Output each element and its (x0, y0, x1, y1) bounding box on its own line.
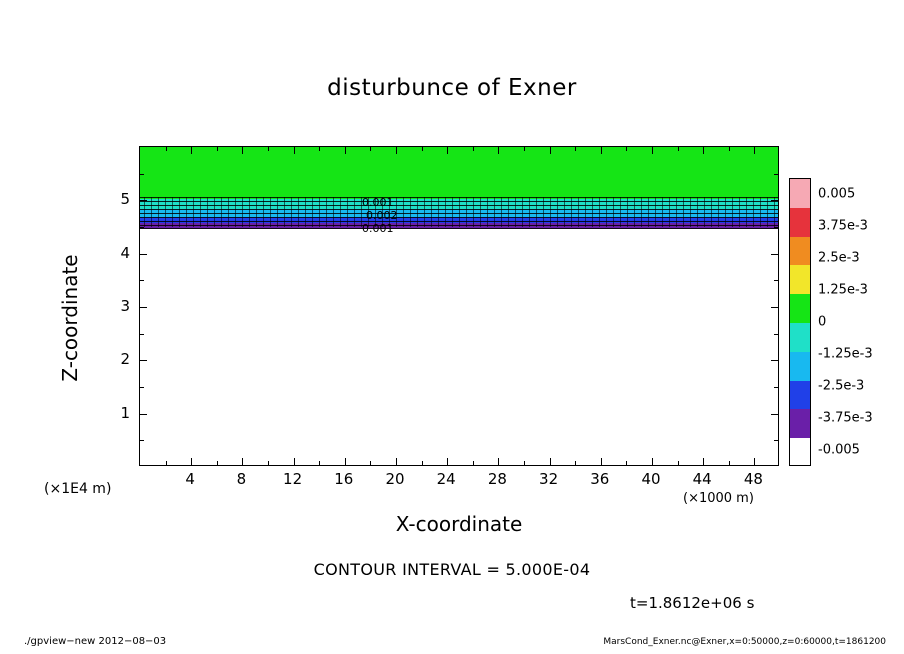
colorbar-tick-label: 0.005 (818, 186, 856, 202)
axis-tick (140, 254, 147, 255)
contour-striation (564, 197, 565, 227)
contour-striation (683, 197, 684, 227)
colorbar-tick-label: -1.25e-3 (818, 346, 873, 362)
axis-tick (396, 147, 397, 154)
contour-striation (284, 197, 285, 227)
axis-tick (774, 440, 778, 441)
axis-tick (774, 174, 778, 175)
contour-striation (158, 197, 159, 227)
contour-striations (140, 147, 778, 465)
contour-striation (333, 197, 334, 227)
contour-striation (326, 197, 327, 227)
y-tick-label: 3 (120, 297, 130, 315)
x-tick-label: 36 (590, 470, 610, 488)
contour-striation (578, 197, 579, 227)
contour-striation (249, 197, 250, 227)
axis-tick (217, 461, 218, 465)
axis-tick (447, 147, 448, 154)
contour-striation (718, 197, 719, 227)
colorbar-tick-label: 0 (818, 314, 827, 330)
axis-tick (524, 461, 525, 465)
x-tick-label: 28 (487, 470, 507, 488)
contour-striation (690, 197, 691, 227)
axis-tick (524, 147, 525, 151)
contour-striation (676, 197, 677, 227)
contour-striation (606, 197, 607, 227)
colorbar (789, 178, 811, 466)
contour-striation (298, 197, 299, 227)
x-tick-label: 44 (692, 470, 712, 488)
contour-striation (669, 197, 670, 227)
contour-striation (648, 197, 649, 227)
contour-striation (739, 197, 740, 227)
contour-striation (431, 197, 432, 227)
y-tick-label: 2 (120, 350, 130, 369)
contour-striation (354, 197, 355, 227)
axis-tick (652, 147, 653, 154)
colorbar-tick-label: -2.5e-3 (818, 378, 865, 394)
axis-tick (140, 307, 147, 308)
axis-tick (140, 414, 147, 415)
contour-striation (760, 197, 761, 227)
contour-striation (256, 197, 257, 227)
contour-striation (207, 197, 208, 227)
contour-striation (228, 197, 229, 227)
contour-striation (732, 197, 733, 227)
axis-tick (422, 461, 423, 465)
plot-area (139, 146, 779, 466)
colorbar-tick-label: -3.75e-3 (818, 410, 873, 426)
axis-tick (771, 414, 778, 415)
contour-striation (480, 197, 481, 227)
contour-striation (410, 197, 411, 227)
contour-striation (725, 197, 726, 227)
contour-striation (599, 197, 600, 227)
x-tick-label: 12 (283, 470, 303, 488)
axis-tick (370, 461, 371, 465)
contour-striation (522, 197, 523, 227)
contour-striation (494, 197, 495, 227)
colorbar-cell (790, 179, 810, 208)
contour-striation (641, 197, 642, 227)
axis-tick (166, 461, 167, 465)
contour-striation (613, 197, 614, 227)
contour-striation (221, 197, 222, 227)
contour-striation (459, 197, 460, 227)
axis-tick (774, 227, 778, 228)
axis-tick (754, 458, 755, 465)
contour-striation (634, 197, 635, 227)
axis-tick (473, 461, 474, 465)
axis-tick (319, 461, 320, 465)
colorbar-cell (790, 237, 810, 266)
contour-striation (550, 197, 551, 227)
contour-interval-label: CONTOUR INTERVAL = 5.000E-04 (313, 560, 591, 579)
axis-tick (678, 461, 679, 465)
axis-tick (771, 307, 778, 308)
axis-tick (268, 461, 269, 465)
axis-tick (771, 360, 778, 361)
time-label: t=1.8612e+06 s (630, 594, 755, 612)
contour-striation (179, 197, 180, 227)
colorbar-cell (790, 323, 810, 352)
axis-tick (345, 458, 346, 465)
x-tick-label: 32 (539, 470, 559, 488)
axis-tick (473, 147, 474, 151)
y-tick-label: 5 (120, 190, 130, 209)
chart-title: disturbunce of Exner (327, 75, 577, 101)
contour-striation (620, 197, 621, 227)
axis-tick (729, 147, 730, 151)
axis-tick (447, 458, 448, 465)
contour-striation (711, 197, 712, 227)
axis-tick (626, 461, 627, 465)
y-axis-title: Z-coordinate (58, 254, 82, 382)
contour-striation (200, 197, 201, 227)
axis-tick (729, 461, 730, 465)
contour-striation (536, 197, 537, 227)
axis-tick (754, 147, 755, 154)
axis-tick (550, 147, 551, 154)
colorbar-tick-label: 2.5e-3 (818, 250, 860, 266)
axis-tick (294, 458, 295, 465)
x-tick-label: 24 (436, 470, 456, 488)
colorbar-cell (790, 208, 810, 237)
axis-tick (422, 147, 423, 151)
y-tick-label: 1 (120, 403, 130, 422)
axis-tick (575, 461, 576, 465)
axis-tick (652, 458, 653, 465)
axis-tick (166, 147, 167, 151)
contour-striation (487, 197, 488, 227)
axis-tick (345, 147, 346, 154)
contour-inline-label: 0.002 (366, 209, 398, 222)
contour-striation (235, 197, 236, 227)
contour-striation (347, 197, 348, 227)
contour-striation (186, 197, 187, 227)
axis-tick (294, 147, 295, 154)
contour-striation (473, 197, 474, 227)
axis-tick (370, 147, 371, 151)
axis-tick (319, 147, 320, 151)
contour-striation (312, 197, 313, 227)
contour-striation (753, 197, 754, 227)
axis-tick (771, 254, 778, 255)
contour-striation (571, 197, 572, 227)
x-tick-label: 4 (185, 470, 195, 488)
contour-striation (340, 197, 341, 227)
colorbar-tick-label: 3.75e-3 (818, 218, 868, 234)
contour-striation (466, 197, 467, 227)
contour-striation (291, 197, 292, 227)
x-tick-label: 48 (743, 470, 763, 488)
axis-tick (703, 458, 704, 465)
contour-striation (655, 197, 656, 227)
axis-tick (191, 147, 192, 154)
contour-striation (151, 197, 152, 227)
contour-striation (704, 197, 705, 227)
contour-striation (746, 197, 747, 227)
x-tick-label: 8 (236, 470, 247, 488)
footer-right-text: MarsCond_Exner.nc@Exner,x=0:50000,z=0:60000,t=1861200 (603, 637, 886, 647)
contour-striation (543, 197, 544, 227)
contour-striation (193, 197, 194, 227)
axis-tick (550, 458, 551, 465)
axis-tick (268, 147, 269, 151)
axis-tick (140, 334, 144, 335)
contour-striation (277, 197, 278, 227)
contour-striation (319, 197, 320, 227)
colorbar-cell (790, 352, 810, 381)
contour-striation (165, 197, 166, 227)
footer-left-text: ./gpview−new 2012−08−03 (24, 636, 167, 647)
contour-striation (270, 197, 271, 227)
contour-striation (438, 197, 439, 227)
axis-tick (140, 174, 144, 175)
contour-striation (767, 197, 768, 227)
contour-inline-label: 0.001 (362, 196, 394, 209)
axis-tick (140, 280, 144, 281)
x-tick-label: 20 (385, 470, 405, 488)
contour-striation (144, 197, 145, 227)
contour-inline-label: 0.001 (362, 222, 394, 235)
contour-striation (445, 197, 446, 227)
x-axis-title: X-coordinate (395, 512, 523, 536)
colorbar-cell (790, 409, 810, 438)
x-tick-label: 40 (641, 470, 661, 488)
axis-tick (703, 147, 704, 154)
contour-striation (515, 197, 516, 227)
contour-striation (501, 197, 502, 227)
contour-striation (424, 197, 425, 227)
contour-striation (557, 197, 558, 227)
axis-tick (217, 147, 218, 151)
colorbar-tick-label: 1.25e-3 (818, 282, 868, 298)
colorbar-cell (790, 265, 810, 294)
x-tick-label: 16 (334, 470, 354, 488)
contour-striation (172, 197, 173, 227)
x-axis-unit: (×1000 m) (683, 491, 754, 506)
axis-tick (774, 280, 778, 281)
axis-tick (498, 458, 499, 465)
contour-striation (305, 197, 306, 227)
contour-striation (592, 197, 593, 227)
axis-tick (575, 147, 576, 151)
contour-striation (697, 197, 698, 227)
axis-tick (774, 387, 778, 388)
contour-striation (662, 197, 663, 227)
contour-striation (263, 197, 264, 227)
contour-striation (508, 197, 509, 227)
axis-tick (242, 147, 243, 154)
axis-tick (601, 147, 602, 154)
contour-striation (242, 197, 243, 227)
axis-tick (771, 200, 778, 201)
contour-striation (585, 197, 586, 227)
colorbar-cell (790, 294, 810, 323)
axis-tick (601, 458, 602, 465)
axis-tick (498, 147, 499, 154)
axis-tick (396, 458, 397, 465)
colorbar-cell (790, 381, 810, 410)
y-tick-label: 4 (120, 243, 130, 262)
colorbar-tick-label: -0.005 (818, 442, 860, 458)
axis-tick (191, 458, 192, 465)
contour-striation (417, 197, 418, 227)
axis-tick (140, 387, 144, 388)
axis-tick (678, 147, 679, 151)
axis-tick (140, 440, 144, 441)
contour-striation (529, 197, 530, 227)
axis-tick (242, 458, 243, 465)
y-axis-unit: (×1E4 m) (44, 481, 112, 497)
axis-tick (626, 147, 627, 151)
contour-striation (403, 197, 404, 227)
contour-striation (214, 197, 215, 227)
contour-striation (774, 197, 775, 227)
axis-tick (140, 227, 144, 228)
axis-tick (140, 360, 147, 361)
axis-tick (140, 200, 147, 201)
contour-striation (452, 197, 453, 227)
contour-striation (627, 197, 628, 227)
axis-tick (774, 334, 778, 335)
